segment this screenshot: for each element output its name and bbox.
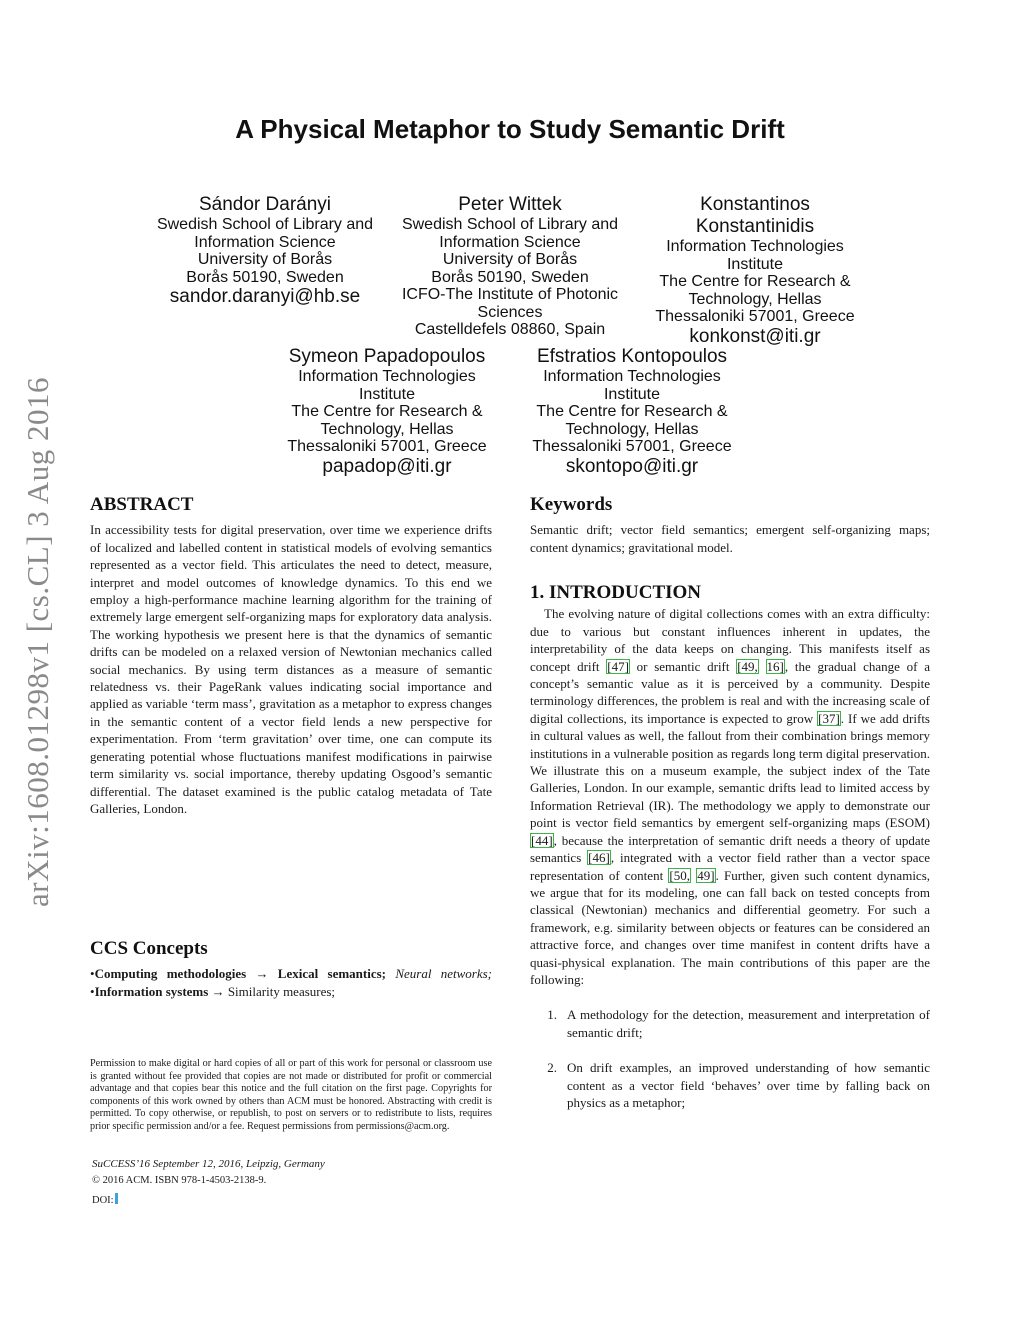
list-number: 2. (547, 1060, 557, 1076)
ccs-arrow: → (255, 966, 269, 982)
list-text: A methodology for the detection, measurement and interpretation of semantic drift; (567, 1007, 930, 1040)
introduction-heading: 1. INTRODUCTION (530, 582, 702, 603)
keywords-section (530, 496, 930, 556)
list-text: On drift examples, an improved understanding of how semantic content as a vector field ‘behaves’ over time by falling back on physics as a metaphor; (567, 1060, 930, 1110)
text-run: , integrated with a vector field rather than a vector space representation of content (530, 850, 931, 883)
citation-link[interactable]: [37] (818, 710, 840, 726)
author-block-wittek (395, 194, 625, 339)
conference-info: SuCCESS’16 September 12, 2016, Leipzig, Germany (92, 1158, 325, 1170)
author-affiliation: Sciences (477, 303, 543, 321)
introduction-paragraph (530, 605, 930, 988)
author-email[interactable]: sandor.daranyi@hb.se (169, 286, 361, 307)
author-name: Konstantinos Konstantinidis (695, 194, 815, 237)
ccs-section (90, 940, 492, 1000)
ccs-concept: Computing methodologies (94, 966, 247, 982)
author-affiliation: Information Technologies (543, 368, 721, 385)
ccs-subconcept: Neural networks; (395, 966, 493, 982)
author-affiliation: The Centre for Research & (536, 403, 728, 420)
permission-text: Permission to make digital or hard copies of all or part of this work for personal or classroom use is granted without fee provided that copies are not made or distributed for profit or commercial advantage and that copies bear this notice and the full citation on the first page. Copyrights for components of this work owned by others than ACM must be honored. Abstracting with credit is permitted. To copy otherwise, or republish, to post on servers or to redistribute to lists, requires prior specific permission and/or a fee. Request permissions from permissions@acm.org. (90, 1058, 492, 1132)
list-item (530, 1059, 930, 1111)
citation-link[interactable]: 16] (766, 658, 784, 674)
author-block-konstantinidis (640, 194, 870, 348)
author-affiliation: Thessaloniki 57001, Greece (287, 438, 487, 455)
author-email[interactable]: konkonst@iti.gr (689, 325, 821, 347)
ccs-subconcept: Similarity measures; (227, 983, 336, 999)
ccs-subconcept: Lexical semantics; (277, 966, 387, 982)
list-item (530, 1006, 930, 1041)
author-affiliation: ICFO-The Institute of Photonic (401, 286, 619, 303)
author-affiliation: Institute (726, 255, 784, 273)
author-affiliation: The Centre for Research & (659, 273, 851, 290)
ccs-arrow: → (211, 983, 225, 999)
keywords-heading: Keywords (530, 494, 613, 515)
doi-link[interactable] (115, 1193, 118, 1204)
contributions-list (530, 1006, 930, 1111)
text-run: The evolving nature of digital collections comes with an extra difficulty: due to various but constant influences inherent in updates, the interpretability of the data keeps on changing. This manifests itself as concept drift (530, 606, 930, 674)
text-run: . Further, given such content dynamics, we argue that for its modeling, one can fall back on tested concepts from classical (Newtonian) mechanics and differential geometry. For such a framework, e.g. similarity between objects or features can be considered an attractive force, and changes over time manifest in content drifts have a quasi-physical explanation. The main contributions of this paper are the following: (530, 867, 931, 987)
doi-line (92, 1193, 118, 1206)
author-block-kontopoulos (517, 346, 747, 478)
citation-link[interactable]: [49, (737, 658, 758, 674)
author-affiliation: Swedish School of Library and (401, 216, 619, 233)
ccs-text (90, 965, 492, 1000)
introduction-section (530, 584, 930, 1129)
copyright-info: © 2016 ACM. ISBN 978-1-4503-2138-9. (92, 1175, 267, 1186)
author-affiliation: Information Science (194, 233, 336, 251)
author-affiliation: Castelldefels 08860, Spain (414, 321, 606, 338)
author-affiliation: The Centre for Research & (291, 403, 483, 420)
author-affiliation: Institute (603, 385, 661, 403)
citation-link[interactable]: [47] (607, 658, 629, 674)
author-name: Symeon Papadopoulos (288, 346, 486, 367)
text-run: , because the interpretation of semantic drift needs a theory of update semantics (530, 832, 930, 866)
author-affiliation: Information Science (439, 233, 581, 251)
ccs-concept: Information systems (94, 983, 209, 999)
permission-notice (90, 1058, 492, 1134)
author-affiliation: Swedish School of Library and (156, 216, 374, 233)
arxiv-stamp (18, 352, 58, 932)
text-run: . If we add drifts in cultural values as well, the fallout from their combination brings memory institutions in a vulnerable position as regards long term digital preservation. We illustrate this on a museum example, the subject index of the Tate Galleries, London. In our example, semantic drifts lead to limited access by Information Retrieval (IR). The methodology we apply to demonstrate our point is vector field semantics by emergent self-organizing maps (ESOM) (530, 710, 930, 831)
author-affiliation: Technology, Hellas (320, 420, 454, 438)
text-run: , the gradual change of a concept’s semantic value as it is perceived by a community. Despite terminology differences, the problem is real and with the increasing scale of digital collections, its importance is expected to grow (530, 658, 930, 726)
author-affiliation: Thessaloniki 57001, Greece (532, 438, 732, 455)
author-affiliation: University of Borås (197, 251, 333, 268)
author-name: Sándor Darányi (198, 194, 332, 215)
arxiv-id: arXiv:1608.01298v1 [cs.CL] 3 Aug 2016 (20, 377, 55, 907)
author-block-daranyi (150, 194, 380, 308)
author-affiliation: Borås 50190, Sweden (431, 268, 589, 286)
text-run: or semantic drift (629, 658, 737, 674)
author-affiliation: Technology, Hellas (688, 290, 822, 308)
abstract-text: In accessibility tests for digital preservation, over time we experience drifts of localized and labelled content in statistical models of evolving semantics represented as a vector field. This articulates the need to detect, measure, interpret and model outcomes of knowledge dynamics. To this end we employ a high-performance machine learning algorithm for the training of extremely large emergent self-organizing maps for exploratory data analysis. The working hypothesis we present here is that the dynamics of semantic drifts can be modeled on a relaxed version of Newtonian mechanics called social mechanics. By using term distances as a measure of semantic relatedness vs. their PageRank values indicating social importance and applied as variable ‘term mass’, gravitation as a metaphor to express changes in the semantic content of a vector field lends a new perspective for experimentation. From ‘term gravitation’ over time, one can compute its generating potential whose fluctuations manifest modifications in pairwise term similarity vs. social importance, thereby updating Osgood’s semantic differential. The dataset examined is the public catalog metadata of Tate Galleries, London. (90, 522, 492, 816)
author-name: Efstratios Kontopoulos (536, 346, 728, 367)
ccs-bullet: • (90, 983, 95, 999)
author-affiliation: Technology, Hellas (565, 420, 699, 438)
ccs-bullet: • (90, 966, 95, 982)
author-affiliation: Borås 50190, Sweden (186, 268, 344, 286)
ccs-heading: CCS Concepts (90, 938, 208, 959)
author-name: Peter Wittek (458, 194, 562, 215)
keywords-text: Semantic drift; vector field semantics; emergent self-organizing maps; content dynamics; gravitational model. (530, 522, 930, 555)
list-number: 1. (547, 1007, 557, 1023)
abstract-section (90, 496, 492, 817)
paper-title: A Physical Metaphor to Study Semantic Drift (235, 114, 785, 144)
author-email[interactable]: papadop@iti.gr (322, 455, 452, 477)
doi-label: DOI: (92, 1195, 114, 1206)
citation-link[interactable]: 49] (697, 867, 715, 883)
author-affiliation: Thessaloniki 57001, Greece (655, 308, 855, 325)
citation-link[interactable]: [46] (588, 850, 610, 866)
author-email[interactable]: skontopo@iti.gr (565, 455, 699, 477)
author-affiliation: University of Borås (442, 251, 578, 268)
abstract-heading: ABSTRACT (90, 494, 194, 515)
citation-link[interactable]: [44] (531, 832, 553, 848)
author-affiliation: Information Technologies (298, 368, 476, 385)
author-block-papadopoulos (272, 346, 502, 478)
author-affiliation: Information Technologies (666, 238, 844, 255)
citation-link[interactable]: [50, (669, 867, 690, 883)
author-affiliation: Institute (358, 385, 416, 403)
